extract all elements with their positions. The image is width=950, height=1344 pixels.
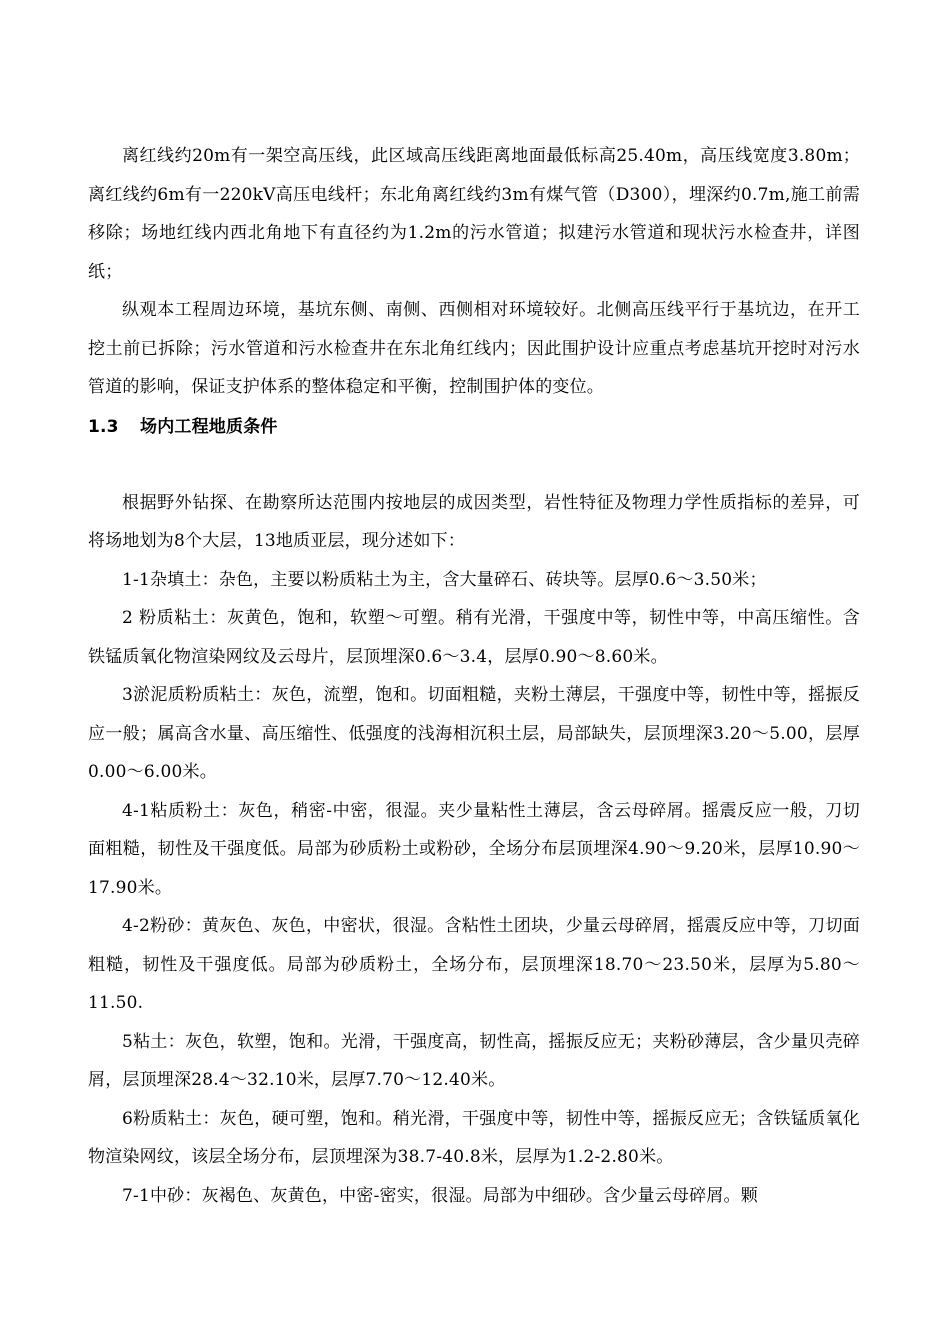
- layer-6: 6粉质粘土：灰色，硬可塑，饱和。稍光滑，干强度中等，韧性中等，摇振反应无；含铁锰质氧化物渲染网纹，该层全场分布，层顶埋深为38.7-40.8米，层厚为1.2-2.80米。: [88, 1108, 860, 1167]
- spacer: [88, 448, 860, 484]
- layer-7-1: 7-1中砂：灰褐色、灰黄色，中密-密实，很湿。局部为中细砂。含少量云母碎屑。颗: [122, 1185, 758, 1206]
- paragraph-surroundings-2: 纵观本工程周边环境，基坑东侧、南侧、西侧相对环境较好。北侧高压线平行于基坑边，在开工挖土前已拆除；污水管道和污水检查井在东北角红线内；因此围护设计应重点考虑基坑开挖时对污水管道的影响，保证支护体系的整体稳定和平衡，控制围护体的变位。: [88, 300, 860, 397]
- layer-3: 3淤泥质粉质粘土：灰色，流塑，饱和。切面粗糙，夹粉土薄层，干强度中等，韧性中等，摇振反应一般；属高含水量、高压缩性、低强度的浅海相沉积土层，局部缺失，层顶埋深3.20～5.00，层厚0.00～6.00米。: [88, 685, 860, 782]
- section-number: 1.3: [88, 416, 119, 437]
- paragraph-surroundings-1: 离红线约20m有一架空高压线，此区域高压线距离地面最低标高25.40m，高压线宽度3.80m；离红线约6m有一220kV高压电线杆；东北角离红线约3m有煤气管（D300），埋深约0.7m,施工前需移除；场地红线内西北角地下有直径约为1.2m的污水管道；拟建污水管道和现状污水检查井，详图纸；: [88, 146, 860, 282]
- document-body: [88, 137, 860, 1215]
- section-heading: [88, 407, 860, 448]
- layer-4-2: 4-2粉砂：黄灰色、灰色，中密状，很湿。含粘性土团块，少量云母碎屑，摇震反应中等，刀切面粗糙，韧性及干强度低。局部为砂质粉土，全场分布，层顶埋深18.70～23.50米，层厚为5.80～11.50.: [88, 916, 860, 1013]
- layer-5: 5粘土：灰色，软塑，饱和。光滑，干强度高，韧性高，摇振反应无；夹粉砂薄层，含少量贝壳碎屑，层顶埋深28.4～32.10米，层厚7.70～12.40米。: [88, 1031, 860, 1090]
- layer-2: 2 粉质粘土：灰黄色，饱和，软塑～可塑。稍有光滑，干强度中等，韧性中等，中高压缩性。含铁锰质氧化物渲染网纹及云母片，层顶埋深0.6～3.4，层厚0.90～8.60米。: [88, 608, 860, 667]
- section-title: 场内工程地质条件: [140, 416, 278, 437]
- layer-1-1: 1-1杂填土：杂色，主要以粉质粘土为主，含大量碎石、砖块等。层厚0.6～3.50米；: [122, 569, 767, 590]
- paragraph-intro: 根据野外钻探、在勘察所达范围内按地层的成因类型，岩性特征及物理力学性质指标的差异，可将场地划为8个大层，13地质亚层，现分述如下：: [88, 492, 860, 551]
- layer-4-1: 4-1粘质粉土：灰色，稍密-中密，很湿。夹少量粘性土薄层，含云母碎屑。摇震反应一般，刀切面粗糙，韧性及干强度低。局部为砂质粉土或粉砂，全场分布层顶埋深4.90～9.20米，层厚10.90～17.90米。: [88, 800, 860, 898]
